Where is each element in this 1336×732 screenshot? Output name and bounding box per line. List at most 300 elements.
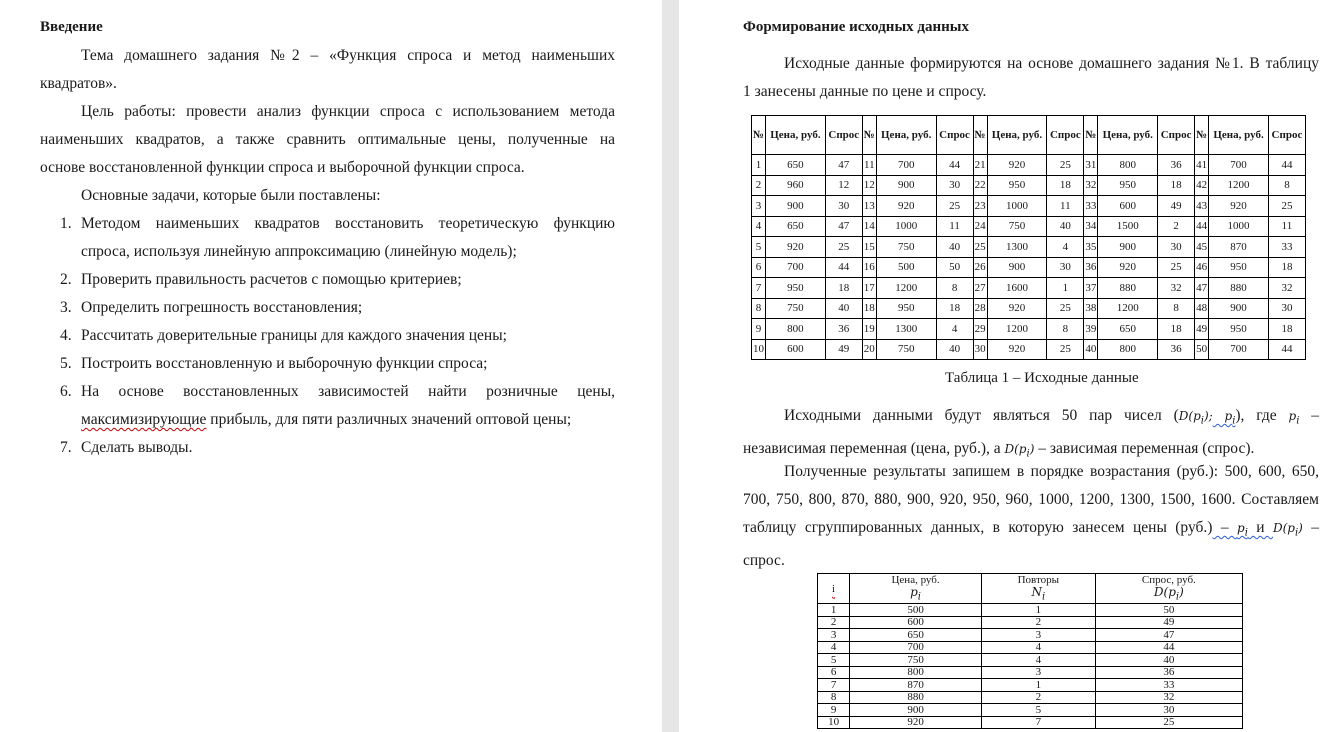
math-term: $p_i$ xyxy=(1237,521,1248,539)
table-cell: 25 xyxy=(1268,196,1305,217)
table-cell: 44 xyxy=(1268,155,1305,176)
table-cell: 4 xyxy=(1047,237,1084,258)
table-cell: 36 xyxy=(825,319,862,340)
column-header: № xyxy=(862,116,876,155)
table-row xyxy=(818,666,1243,679)
table-cell: 8 xyxy=(1158,298,1195,319)
table-cell: 37 xyxy=(1084,278,1098,299)
header-label: Спрос, руб. xyxy=(1141,574,1196,586)
table-cell: 1200 xyxy=(987,319,1047,340)
table-cell: 18 xyxy=(1268,257,1305,278)
table-cell: 500 xyxy=(850,604,982,617)
text-fragment: – xyxy=(1302,519,1320,536)
table-cell: 43 xyxy=(1195,196,1209,217)
table-caption: Таблица 1 – Исходные данные xyxy=(945,370,1139,386)
text-line: 700, 750, 800, 870, 880, 900, 920, 950, 960, 1000, 1200, 1300, 1500, 1600. Составляем xyxy=(743,491,1319,508)
table-cell: 34 xyxy=(1084,216,1098,237)
table-cell: 23 xyxy=(973,196,987,217)
column-header-index xyxy=(818,574,850,604)
table-cell: 30 xyxy=(1158,237,1195,258)
table-cell: 1 xyxy=(981,604,1095,617)
table-cell: 50 xyxy=(1095,604,1242,617)
table-cell: 900 xyxy=(1098,237,1158,258)
table-cell: 6 xyxy=(752,257,766,278)
table-row xyxy=(818,679,1243,692)
column-header: № xyxy=(973,116,987,155)
table-cell: 38 xyxy=(1084,298,1098,319)
text-fragment: – xyxy=(1299,407,1320,424)
table-cell: 8 xyxy=(1268,175,1305,196)
table-cell: 1000 xyxy=(876,216,936,237)
list-number: 4. xyxy=(60,327,72,344)
table-row xyxy=(818,641,1243,654)
table-cell: 9 xyxy=(752,319,766,340)
list-number: 7. xyxy=(60,439,72,456)
table-cell: 2 xyxy=(1158,216,1195,237)
math-index: i xyxy=(1296,415,1300,427)
text-line: спроса, используя линейную аппроксимацию (линейную модель); xyxy=(81,243,517,260)
math-term xyxy=(910,585,921,603)
table-cell: 30 xyxy=(936,175,973,196)
table-cell: 8 xyxy=(752,298,766,319)
table-cell: 49 xyxy=(825,339,862,360)
table-row xyxy=(752,319,1306,340)
table-cell: 7 xyxy=(981,716,1095,729)
column-header: Спрос xyxy=(1268,116,1305,155)
list-number: 6. xyxy=(60,383,72,400)
table-cell: 47 xyxy=(825,155,862,176)
math-term: $D(p_i)$ xyxy=(1272,521,1303,539)
table-cell: 3 xyxy=(818,629,850,642)
table-cell: 18 xyxy=(1268,319,1305,340)
table-cell: 1600 xyxy=(987,278,1047,299)
table-cell: 5 xyxy=(818,654,850,667)
table-cell: 1200 xyxy=(1209,175,1269,196)
spellcheck-word[interactable]: максимизирующие xyxy=(81,411,207,428)
table-cell: 920 xyxy=(766,237,826,258)
table-cell: 3 xyxy=(981,666,1095,679)
document-page-left xyxy=(0,0,662,732)
math-term: $p_i$ xyxy=(1288,409,1300,427)
table-cell: 12 xyxy=(825,175,862,196)
math-index: i xyxy=(1232,415,1236,427)
table-cell: 2 xyxy=(818,616,850,629)
text-fragment: – зависимая переменная (спрос). xyxy=(1034,440,1255,458)
text-fragment: Исходными данными будут являться 50 пар чисел ( xyxy=(784,407,1179,424)
column-header: Спрос xyxy=(936,116,973,155)
math-term: $D(p_i)$ xyxy=(1153,585,1184,603)
math-symbol: D(p xyxy=(1178,409,1201,423)
text-line: Цель работы: провести анализ функции спроса с использованием метода xyxy=(81,103,615,120)
table-cell: 6 xyxy=(818,666,850,679)
table-body xyxy=(752,155,1306,360)
table-cell: 700 xyxy=(1209,339,1269,360)
table-row xyxy=(752,175,1306,196)
table-cell: 870 xyxy=(850,679,982,692)
table-cell: 800 xyxy=(766,319,826,340)
table-cell: 47 xyxy=(825,216,862,237)
table-cell: 18 xyxy=(1158,319,1195,340)
table-cell: 1200 xyxy=(876,278,936,299)
table-cell: 1300 xyxy=(876,319,936,340)
table-cell: 920 xyxy=(987,339,1047,360)
table-cell: 33 xyxy=(1084,196,1098,217)
table-row xyxy=(752,155,1306,176)
column-header: № xyxy=(1084,116,1098,155)
column-header: Цена, руб. xyxy=(1209,116,1269,155)
table-cell: 16 xyxy=(862,257,876,278)
table-cell: 1500 xyxy=(1098,216,1158,237)
table-cell: 30 xyxy=(1268,298,1305,319)
table-row xyxy=(818,704,1243,717)
table-cell: 40 xyxy=(936,237,973,258)
table-cell: 32 xyxy=(1084,175,1098,196)
intro-paragraph xyxy=(743,50,1319,106)
text-fragment: независимая переменная (цена, руб.), а xyxy=(743,440,1005,458)
table-cell: 17 xyxy=(862,278,876,299)
table-cell: 32 xyxy=(1095,691,1242,704)
tasks-list xyxy=(40,210,615,462)
table-cell: 21 xyxy=(973,155,987,176)
text-fragment: прибыль, для пяти различных значений оптовой цены; xyxy=(206,411,572,428)
table-row xyxy=(752,196,1306,217)
table-cell: 18 xyxy=(825,278,862,299)
text-line: спрос. xyxy=(743,552,785,570)
column-header: Цена, руб. xyxy=(1098,116,1158,155)
list-number: 2. xyxy=(60,271,72,288)
table-cell: 19 xyxy=(862,319,876,340)
table-cell: 950 xyxy=(1209,319,1269,340)
table-header-row xyxy=(752,116,1306,155)
table-cell: 950 xyxy=(876,298,936,319)
table-cell: 900 xyxy=(876,175,936,196)
text-line: Проверить правильность расчетов с помощью критериев; xyxy=(81,271,462,288)
text-line: Тема домашнего задания №2 – «Функция спроса и метод наименьших xyxy=(81,47,615,64)
table-cell: 10 xyxy=(818,716,850,729)
math-index: i xyxy=(1026,448,1030,460)
table-cell: 900 xyxy=(766,196,826,217)
text-line: основе восстановленной функции спроса и выборочной функции спроса. xyxy=(40,159,525,176)
table-row xyxy=(752,216,1306,237)
header-label: Цена, руб. xyxy=(891,574,940,586)
text-fragment: ), где xyxy=(1235,407,1277,424)
table-cell: 47 xyxy=(1195,278,1209,299)
math-symbol: N xyxy=(1031,585,1042,599)
table-cell: 30 xyxy=(1095,704,1242,717)
table-cell: 750 xyxy=(850,654,982,667)
math-symbol: ); xyxy=(1203,409,1213,423)
table-row xyxy=(752,339,1306,360)
list-item xyxy=(40,210,615,266)
table-cell: 880 xyxy=(850,691,982,704)
math-symbol: p xyxy=(910,585,918,599)
source-data-table xyxy=(751,115,1306,360)
table-cell: 650 xyxy=(850,629,982,642)
table-cell: 25 xyxy=(936,196,973,217)
text-line: квадратов». xyxy=(40,75,117,92)
text-line: наименьших квадратов, а также сравнить оптимальные цены, полученные на xyxy=(40,131,615,148)
math-term: $D(p_i)$ xyxy=(1004,442,1035,460)
table-cell: 29 xyxy=(973,319,987,340)
table-cell: 2 xyxy=(752,175,766,196)
table-cell: 33 xyxy=(1095,679,1242,692)
table-cell: 11 xyxy=(1047,196,1084,217)
math-term xyxy=(1031,585,1046,603)
text-fragment: таблицу сгруппированных данных, в которую занесем цены (руб.) xyxy=(743,519,1213,536)
table-cell: 14 xyxy=(862,216,876,237)
table-cell: 49 xyxy=(1095,616,1242,629)
table-cell: 3 xyxy=(752,196,766,217)
math-term xyxy=(1212,409,1236,427)
table-cell: 50 xyxy=(1195,339,1209,360)
table-cell: 900 xyxy=(987,257,1047,278)
table-cell: 25 xyxy=(1047,155,1084,176)
table-row xyxy=(752,257,1306,278)
table-cell: 26 xyxy=(973,257,987,278)
column-header: Спрос xyxy=(1047,116,1084,155)
table-cell: 36 xyxy=(1158,339,1195,360)
table-cell: 50 xyxy=(936,257,973,278)
math-symbol: D(p xyxy=(1004,442,1027,457)
table-cell: 25 xyxy=(1047,339,1084,360)
table-cell: 41 xyxy=(1195,155,1209,176)
table-cell: 920 xyxy=(876,196,936,217)
table-cell: 4 xyxy=(936,319,973,340)
table-cell: 800 xyxy=(1098,155,1158,176)
tasks-intro xyxy=(81,182,615,210)
table-cell: 960 xyxy=(766,175,826,196)
table-cell: 1200 xyxy=(1098,298,1158,319)
table-cell: 40 xyxy=(1095,654,1242,667)
list-item xyxy=(40,294,615,322)
table-cell: 880 xyxy=(1209,278,1269,299)
table-cell: 30 xyxy=(973,339,987,360)
math-index: i xyxy=(1294,527,1299,539)
table-cell: 650 xyxy=(1098,319,1158,340)
table-cell: 25 xyxy=(1158,257,1195,278)
table-cell: 18 xyxy=(862,298,876,319)
table-cell: 5 xyxy=(981,704,1095,717)
math-index: i xyxy=(1200,415,1204,427)
table-cell: 2 xyxy=(981,691,1095,704)
text-line: Полученные результаты запишем в порядке возрастания (руб.): 500, 600, 650, xyxy=(784,463,1319,480)
list-item xyxy=(40,322,615,350)
table-cell: 600 xyxy=(1098,196,1158,217)
text-line: Построить восстановленную и выборочную функции спроса; xyxy=(81,355,488,372)
header-label: i xyxy=(832,582,836,595)
table-cell: 25 xyxy=(1047,298,1084,319)
column-header: Спрос xyxy=(1158,116,1195,155)
text-line: 1 занесены данные по цене и спросу. xyxy=(743,83,987,100)
table-cell: 18 xyxy=(1158,175,1195,196)
text-line xyxy=(743,514,1319,547)
page-gutter xyxy=(662,0,679,732)
text-line: Методом наименьших квадратов восстановить теоретическую функцию xyxy=(81,215,615,232)
table-cell: 650 xyxy=(766,155,826,176)
table-cell: 4 xyxy=(981,641,1095,654)
table-cell: 40 xyxy=(825,298,862,319)
table-cell: 31 xyxy=(1084,155,1098,176)
column-header: № xyxy=(752,116,766,155)
table-cell: 1 xyxy=(981,679,1095,692)
table-cell: 600 xyxy=(850,616,982,629)
table-cell: 950 xyxy=(987,175,1047,196)
table-header-row xyxy=(818,574,1243,604)
table-cell: 44 xyxy=(1268,339,1305,360)
table-cell: 44 xyxy=(1195,216,1209,237)
topic-paragraph xyxy=(40,42,615,98)
table-cell: 5 xyxy=(752,237,766,258)
table-cell: 44 xyxy=(936,155,973,176)
table-cell: 49 xyxy=(1158,196,1195,217)
table-row xyxy=(752,278,1306,299)
table-cell: 4 xyxy=(752,216,766,237)
table-cell: 920 xyxy=(850,716,982,729)
text-line: Определить погрешность восстановления; xyxy=(81,299,363,316)
table-cell: 650 xyxy=(766,216,826,237)
column-header: Спрос xyxy=(825,116,862,155)
text-line: Исходные данные формируются на основе домашнего задания №1. В таблицу xyxy=(784,55,1319,72)
table-cell: 500 xyxy=(876,257,936,278)
intro-heading: Введение xyxy=(40,19,103,35)
table-cell: 25 xyxy=(973,237,987,258)
list-item xyxy=(40,350,615,378)
math-symbol: D(p xyxy=(1272,521,1295,535)
table-cell: 880 xyxy=(1098,278,1158,299)
table-cell: 920 xyxy=(987,298,1047,319)
table-cell: 44 xyxy=(825,257,862,278)
table-cell: 700 xyxy=(766,257,826,278)
list-number: 5. xyxy=(60,355,72,372)
column-header-repeats xyxy=(981,574,1095,604)
text-fragment xyxy=(1212,519,1273,539)
math-term xyxy=(1178,409,1213,427)
table-row xyxy=(818,716,1243,729)
table-cell: 12 xyxy=(862,175,876,196)
table-cell: 40 xyxy=(936,339,973,360)
table-cell: 7 xyxy=(818,679,850,692)
document-page-right xyxy=(679,0,1336,732)
table-cell: 24 xyxy=(973,216,987,237)
header-label: Повторы xyxy=(1017,574,1060,586)
table-cell: 42 xyxy=(1195,175,1209,196)
column-header-price xyxy=(850,574,982,604)
table-cell: 700 xyxy=(1209,155,1269,176)
table-cell: 30 xyxy=(1047,257,1084,278)
table-cell: 20 xyxy=(862,339,876,360)
text-line: Сделать выводы. xyxy=(81,439,193,456)
table-cell: 1 xyxy=(818,604,850,617)
table-cell: 25 xyxy=(1095,716,1242,729)
table-cell: 47 xyxy=(1095,629,1242,642)
table-cell: 1300 xyxy=(987,237,1047,258)
text-line: На основе восстановленных зависимостей найти розничные цены, xyxy=(81,383,615,400)
list-item xyxy=(40,378,615,434)
table-cell: 950 xyxy=(1098,175,1158,196)
table-cell: 11 xyxy=(1268,216,1305,237)
table-cell: 36 xyxy=(1158,155,1195,176)
table-cell: 950 xyxy=(766,278,826,299)
table-row xyxy=(752,298,1306,319)
table-cell: 44 xyxy=(1095,641,1242,654)
column-header: Цена, руб. xyxy=(876,116,936,155)
table-cell: 18 xyxy=(1047,175,1084,196)
table-cell: 36 xyxy=(1084,257,1098,278)
table-cell: 45 xyxy=(1195,237,1209,258)
table-cell: 950 xyxy=(1209,257,1269,278)
table-cell: 11 xyxy=(862,155,876,176)
section-heading: Формирование исходных данных xyxy=(743,19,969,35)
math-symbol: p xyxy=(1212,409,1233,423)
table-cell: 2 xyxy=(981,616,1095,629)
table-cell: 920 xyxy=(1209,196,1269,217)
table-cell: 750 xyxy=(876,339,936,360)
math-index: i xyxy=(917,591,921,603)
table-row xyxy=(818,604,1243,617)
table-cell: 48 xyxy=(1195,298,1209,319)
table-row xyxy=(818,654,1243,667)
math-symbol: D(p xyxy=(1153,585,1176,599)
table-cell: 10 xyxy=(752,339,766,360)
grouped-data-table xyxy=(817,573,1243,729)
table-cell: 32 xyxy=(1268,278,1305,299)
table-cell: 33 xyxy=(1268,237,1305,258)
table-row xyxy=(818,629,1243,642)
table-cell: 30 xyxy=(825,196,862,217)
table-cell: 49 xyxy=(1195,319,1209,340)
table-cell: 46 xyxy=(1195,257,1209,278)
table-cell: 800 xyxy=(1098,339,1158,360)
table-cell: 1 xyxy=(1047,278,1084,299)
table-cell: 700 xyxy=(850,641,982,654)
table-cell: 9 xyxy=(818,704,850,717)
list-number: 3. xyxy=(60,299,72,316)
table-cell: 8 xyxy=(818,691,850,704)
table-cell: 870 xyxy=(1209,237,1269,258)
table-body xyxy=(818,604,1243,729)
table-cell: 32 xyxy=(1158,278,1195,299)
table-cell: 39 xyxy=(1084,319,1098,340)
list-number: 1. xyxy=(60,215,72,232)
table-row xyxy=(818,691,1243,704)
table-cell: 7 xyxy=(752,278,766,299)
table-row xyxy=(752,237,1306,258)
text-line xyxy=(743,402,1319,435)
table-cell: 25 xyxy=(825,237,862,258)
sorted-prices-paragraph xyxy=(743,458,1319,575)
table-cell: 750 xyxy=(766,298,826,319)
table-cell: 1000 xyxy=(1209,216,1269,237)
table-cell: 700 xyxy=(876,155,936,176)
table-cell: 22 xyxy=(973,175,987,196)
table-cell: 28 xyxy=(973,298,987,319)
math-index: i xyxy=(1041,591,1046,603)
table-cell: 8 xyxy=(936,278,973,299)
table-cell: 27 xyxy=(973,278,987,299)
column-header: № xyxy=(1195,116,1209,155)
table-cell: 900 xyxy=(1209,298,1269,319)
table-cell: 900 xyxy=(850,704,982,717)
table-cell: 40 xyxy=(1047,216,1084,237)
table-cell: 920 xyxy=(1098,257,1158,278)
table-cell: 18 xyxy=(936,298,973,319)
table-cell: 920 xyxy=(987,155,1047,176)
math-index: i xyxy=(1244,527,1248,539)
table-cell: 11 xyxy=(936,216,973,237)
column-header: Цена, руб. xyxy=(766,116,826,155)
goal-paragraph xyxy=(40,98,615,182)
table-cell: 8 xyxy=(1047,319,1084,340)
